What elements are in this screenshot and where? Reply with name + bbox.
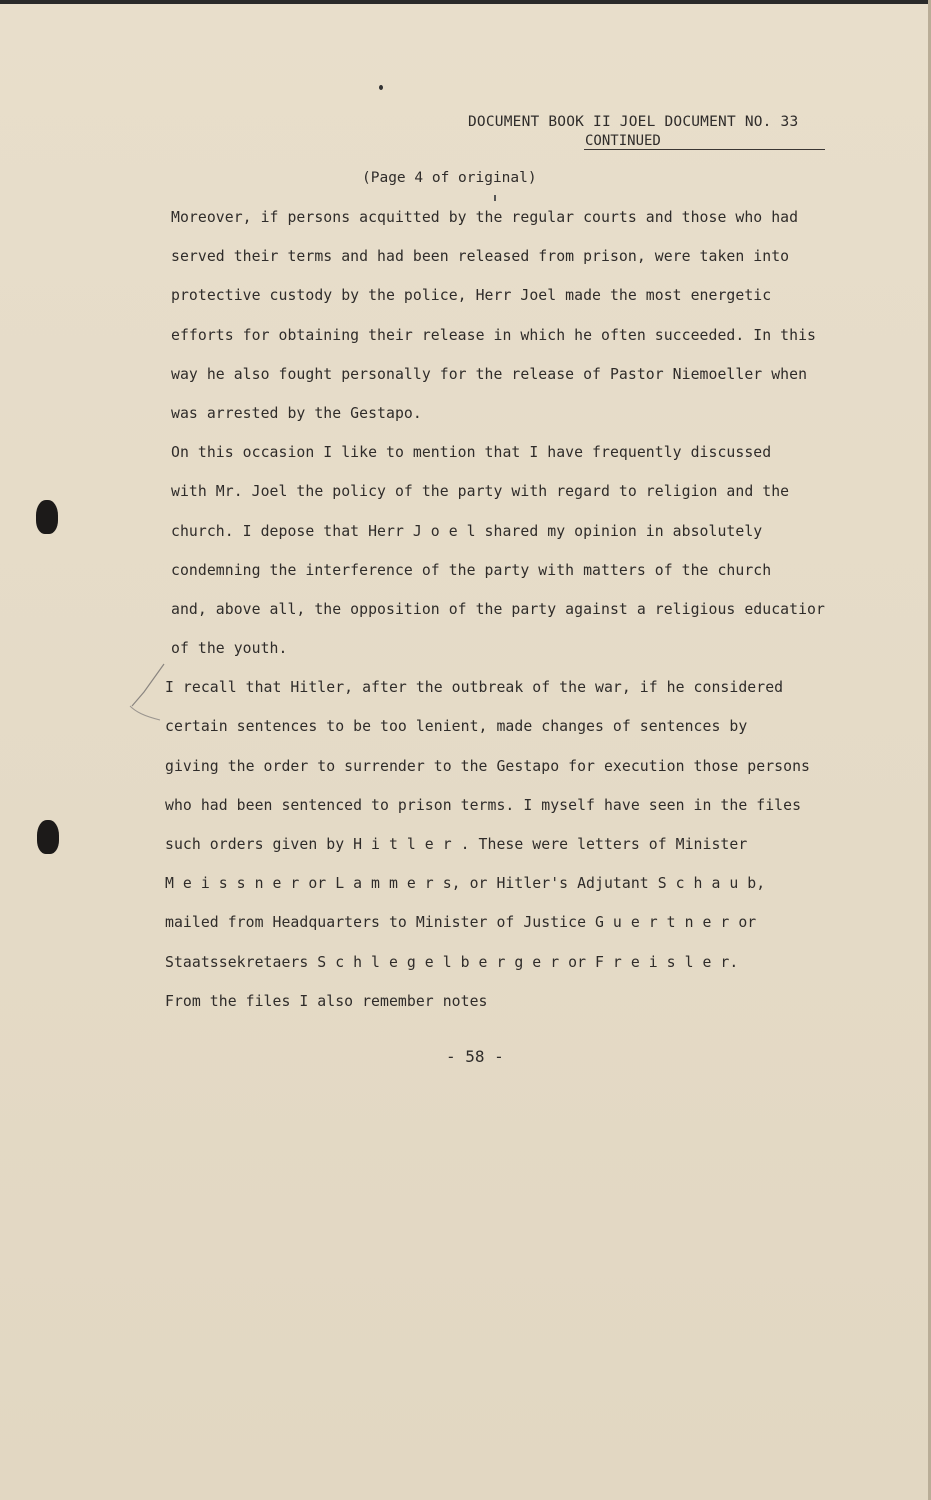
body-line: mailed from Headquarters to Minister of Justice G u e r t n e r or <box>165 914 757 932</box>
body-line: On this occasion I like to mention that I have frequently discussed <box>171 444 772 462</box>
ink-tick <box>494 195 496 201</box>
continued-label <box>468 132 828 150</box>
body-line: efforts for obtaining their release in which he often succeeded. In this <box>171 326 817 344</box>
body-line: with Mr. Joel the policy of the party with regard to religion and the <box>171 483 790 501</box>
body-line: way he also fought personally for the release of Pastor Niemoeller when <box>171 365 808 383</box>
body-line: was arrested by the Gestapo. <box>171 404 422 422</box>
continued-text: CONTINUED <box>585 133 661 149</box>
body-line: M e i s s n e r or L a m m e r s, or Hitler's Adjutant S c h a u b, <box>165 875 766 893</box>
body-line: Staatssekretaers S c h l e g e l b e r g e r or F r e i s l e r. <box>165 953 739 971</box>
document-header <box>468 112 828 150</box>
body-line: served their terms and had been released from prison, were taken into <box>171 248 790 266</box>
body-line: and, above all, the opposition of the party against a religious educatior <box>171 600 825 618</box>
body-line: such orders given by H i t l e r . These were letters of Minister <box>165 836 748 853</box>
page-top-edge <box>0 0 931 4</box>
body-line: I recall that Hitler, after the outbreak of the war, if he considered <box>165 679 784 697</box>
body-line: protective custody by the police, Herr Joel made the most energetic <box>171 287 772 305</box>
body-line: condemning the interference of the party with matters of the church <box>171 561 772 579</box>
body-text <box>165 205 875 1028</box>
page-number: - 58 - <box>446 1047 504 1066</box>
body-line: From the files I also remember notes <box>165 992 488 1010</box>
punch-hole-upper <box>36 500 58 534</box>
page-reference: (Page 4 of original) <box>362 170 537 186</box>
body-line: church. I depose that Herr J o e l shared my opinion in absolutely <box>171 522 763 540</box>
document-title: DOCUMENT BOOK II JOEL DOCUMENT NO. 33 <box>468 114 799 130</box>
margin-pencil-mark <box>126 662 166 722</box>
body-line: Moreover, if persons acquitted by the regular courts and those who had <box>171 209 799 226</box>
body-line: who had been sentenced to prison terms. I myself have seen in the files <box>165 796 802 814</box>
header-underline <box>584 149 825 150</box>
body-line: of the youth. <box>171 640 288 658</box>
body-line: certain sentences to be too lenient, made changes of sentences by <box>165 718 748 736</box>
punch-hole-lower <box>37 820 59 854</box>
ink-dot <box>379 85 383 90</box>
body-line: giving the order to surrender to the Gestapo for execution those persons <box>165 757 811 775</box>
